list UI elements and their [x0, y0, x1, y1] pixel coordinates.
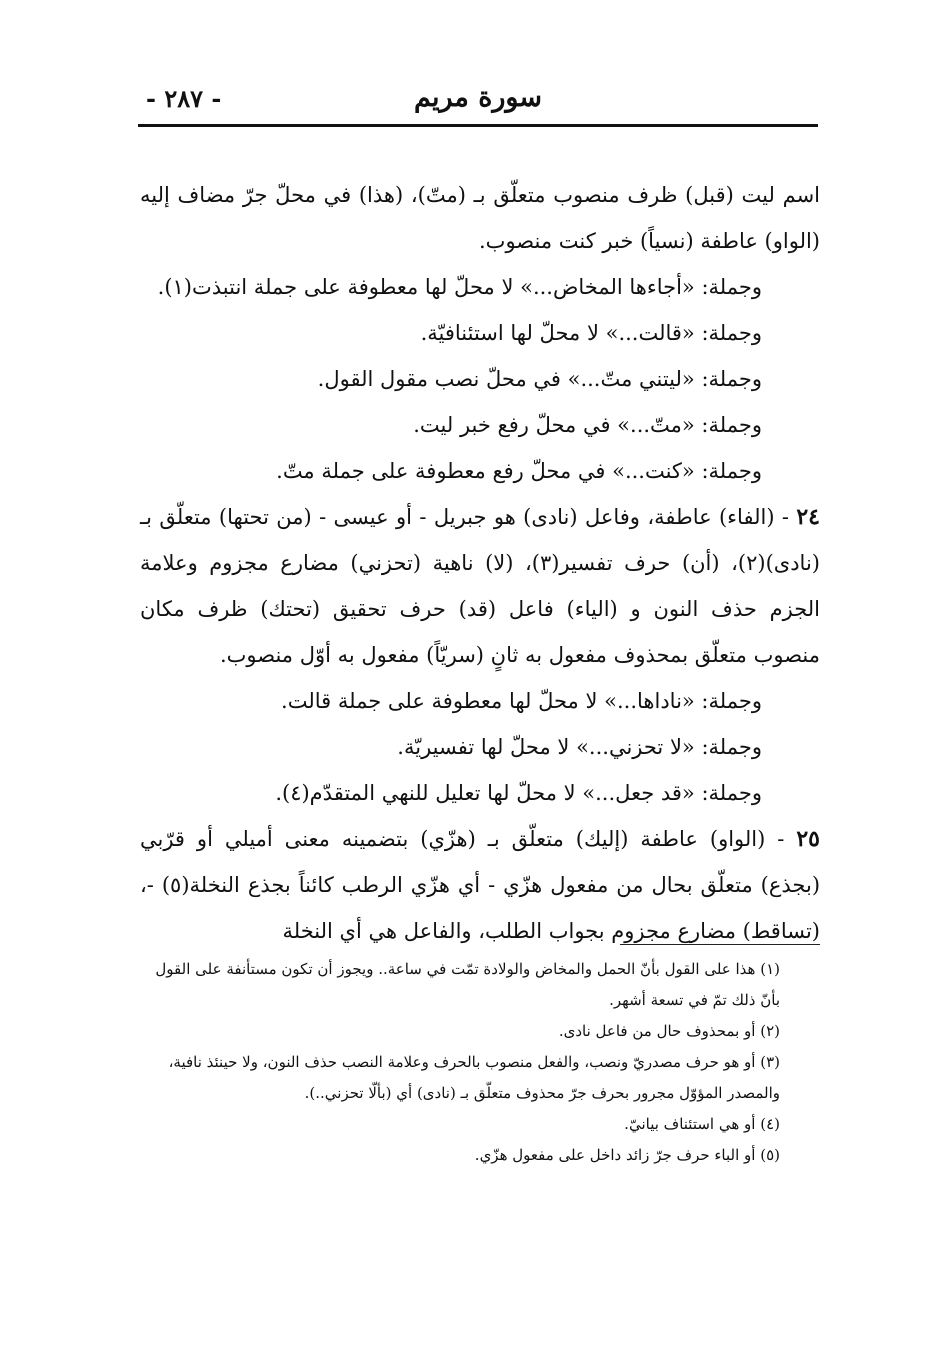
- footnote: (٢) أو بمحذوف حال من فاعل نادى.: [558, 1022, 780, 1040]
- footnote: (٥) أو الباء حرف جرّ زائد داخل على مفعول هزّي.: [474, 1146, 780, 1164]
- footnote: (١) هذا على القول بأنّ الحمل والمخاض والولادة تمّت في ساعة.. ويجوز أن تكون مستأنفة على القول بأنّ ذلك تمّ في تسعة أشهر.: [155, 960, 780, 1009]
- verse-text: - (الواو) عاطفة (إليك) متعلّق بـ (هزّي) بتضمينه معنى أميلي أو قرّبي (بجذع) متعلّق بحال من مفعول هزّي - أي هزّي الرطب كائناً بجذع النخلة(٥) -، (تساقط) مضارع مجزوم بجواب الطلب، والفاعل هي أي النخلة: [140, 827, 821, 943]
- verse-number: ٢٤: [796, 504, 820, 530]
- verse-paragraph: [140, 494, 820, 678]
- verse-text: - (الفاء) عاطفة، وفاعل (نادى) هو جبريل - أو عيسى - (من تحتها) متعلّق بـ (نادى)(٢)، (أن) حرف تفسير(٣)، (لا) ناهية (تحزني) مضارع مجزوم وعلامة الجزم حذف النون و (الياء) فاعل (قد) حرف تحقيق (تحتك) ظرف مكان منصوب متعلّق بمحذوف مفعول به ثانٍ (سريّاً) مفعول به أوّل منصوب.: [140, 505, 820, 667]
- paragraph: اسم ليت (قبل) ظرف منصوب متعلّق بـ (متّ)، (هذا) في محلّ جرّ مضاف إليه (الواو) عاطفة (نسياً) خبر كنت منصوب.: [140, 183, 820, 253]
- verse-paragraph: [140, 816, 820, 954]
- sentence-analysis: وجملة: «قد جعل...» لا محلّ لها تعليل للنهي المتقدّم(٤).: [275, 781, 762, 805]
- footnote: (٣) أو هو حرف مصدريّ ونصب، والفعل منصوب بالحرف وعلامة النصب حذف النون، ولا حينئذ نافية، والمصدر المؤوّل مجرور بحرف جرّ محذوف متعلّق بـ (نادى) أي (بألّا تحزني..).: [168, 1053, 780, 1102]
- footnote: (٤) أو هي استئناف بيانيّ.: [624, 1115, 780, 1133]
- page-number: - ٢٨٧ -: [146, 84, 222, 113]
- footnote-separator: [620, 944, 820, 945]
- surah-title: سورة مريم: [414, 82, 542, 113]
- footnotes: [140, 954, 820, 1171]
- sentence-analysis: وجملة: «متّ...» في محلّ رفع خبر ليت.: [413, 413, 762, 437]
- sentence-analysis: وجملة: «أجاءها المخاض...» لا محلّ لها معطوفة على جملة انتبذت(١).: [157, 275, 762, 299]
- sentence-analysis: وجملة: «قالت...» لا محلّ لها استئنافيّة.: [420, 321, 762, 345]
- sentence-analysis: وجملة: «كنت...» في محلّ رفع معطوفة على جملة متّ.: [276, 459, 762, 483]
- sentence-analysis: وجملة: «ليتني متّ...» في محلّ نصب مقول القول.: [317, 367, 762, 391]
- sentence-analysis: وجملة: «لا تحزني...» لا محلّ لها تفسيريّة.: [397, 735, 762, 759]
- main-text: [140, 172, 820, 954]
- sentence-analysis: وجملة: «ناداها...» لا محلّ لها معطوفة على جملة قالت.: [281, 689, 762, 713]
- verse-number: ٢٥: [796, 826, 820, 852]
- page-header: [138, 80, 818, 127]
